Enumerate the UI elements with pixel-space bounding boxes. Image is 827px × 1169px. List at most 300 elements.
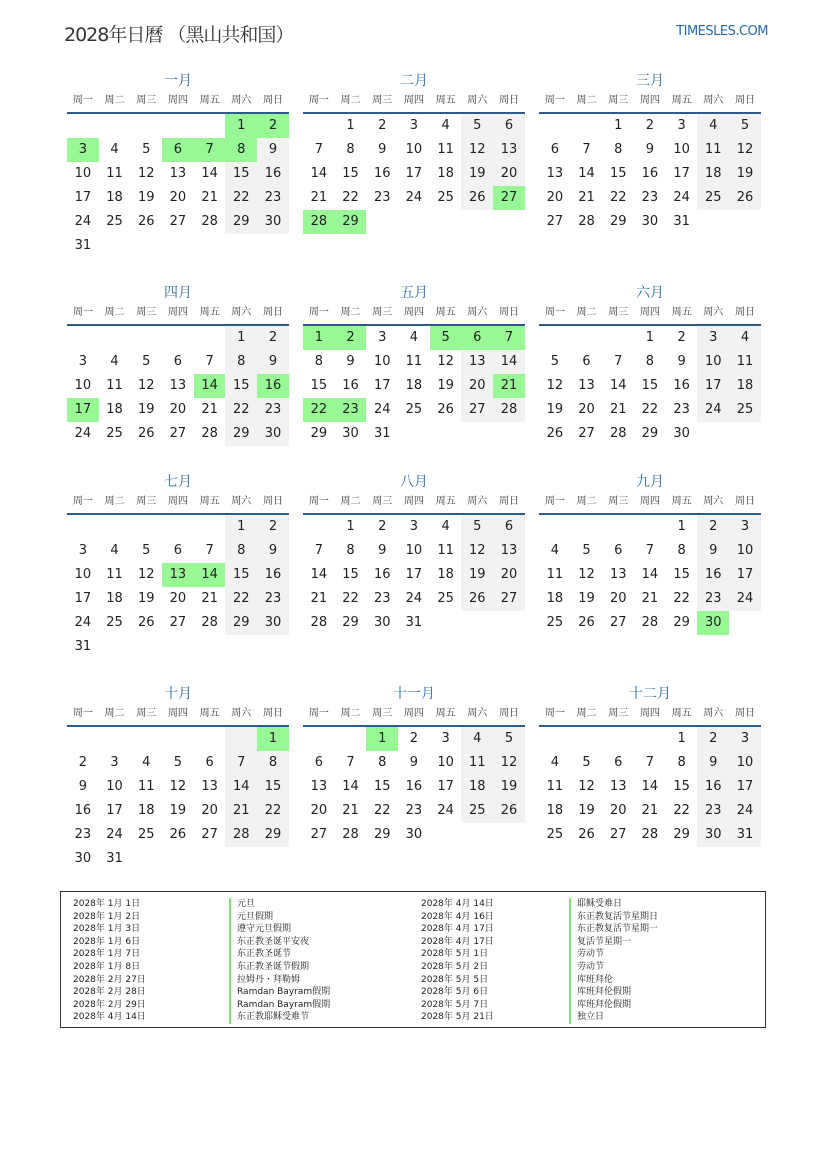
day-cell: 11 [546,567,564,582]
day-cell: 24 [729,587,761,611]
holiday-name: 独立日 [569,1011,658,1024]
day-cell: 30 [697,823,729,847]
day-cell: 11 [106,567,123,582]
day-cell: 31 [74,639,92,654]
day-cell: 18 [729,374,761,398]
day-cell: 5 [461,114,493,138]
weekday-header [67,705,289,727]
day-cell: 17 [74,591,92,606]
weekday-label: 周三 [372,307,393,318]
day-cell: 20 [169,190,187,205]
empty-day-cell [729,422,761,446]
day-cell: 7 [614,354,623,369]
day-cell: 14 [342,779,359,794]
empty-day-cell [430,210,462,234]
day-cell: 23 [257,186,289,210]
month-title: 四月 [164,285,192,301]
weekday-label: 周五 [671,708,692,719]
day-cell: 11 [697,138,729,162]
month-title: 八月 [400,474,428,490]
empty-day-cell [493,422,525,446]
day-cell: 28 [303,210,335,234]
weekday-label: 周日 [262,95,283,106]
weekday-header [303,304,525,326]
month-title: 十二月 [629,686,671,702]
empty-day-cell [194,635,226,659]
holiday-names-col-1 [229,898,330,1024]
day-cell: 3 [110,755,119,770]
day-cell: 9 [645,142,655,157]
day-cell: 7 [645,755,655,770]
day-cell: 26 [493,799,525,823]
day-cell: 8 [225,350,257,374]
weekday-header [539,92,761,114]
day-cell: 4 [461,727,493,751]
weekday-label: 周六 [467,307,488,318]
day-cell: 18 [106,402,123,417]
day-cell: 10 [405,142,423,157]
empty-day-cell [398,210,430,234]
day-cell: 9 [257,138,289,162]
weekday-label: 周四 [639,307,660,318]
day-cell: 6 [550,142,559,157]
weekday-label: 周五 [435,307,456,318]
day-cell: 2 [257,114,289,138]
day-cell: 10 [373,354,391,369]
day-grid [539,114,761,234]
day-cell: 26 [546,426,564,441]
day-cell: 2 [645,118,655,133]
day-cell: 13 [169,166,187,181]
day-cell: 29 [673,827,690,842]
weekday-label: 周二 [576,708,597,719]
day-cell: 21 [493,374,525,398]
day-cell: 18 [546,591,564,606]
day-cell: 12 [461,138,493,162]
empty-day-cell [257,234,289,258]
holiday-date: 2028年 5月 6日 [421,987,489,998]
day-cell: 17 [729,563,761,587]
weekday-label: 周三 [136,496,157,507]
empty-day-cell [225,727,257,751]
holiday-dates-col-1 [73,898,146,1024]
weekday-header [303,705,525,727]
day-cell: 23 [697,587,729,611]
empty-day-cell [162,234,194,258]
empty-day-cell [602,515,634,539]
day-cell: 18 [697,162,729,186]
weekday-label: 周六 [467,95,488,106]
day-cell: 20 [546,190,564,205]
day-cell: 28 [641,827,659,842]
day-cell: 4 [441,118,450,133]
holiday-date: 2028年 4月 17日 [421,936,494,947]
day-cell: 15 [342,166,359,181]
weekday-label: 周六 [703,307,724,318]
weekday-label: 周四 [167,708,188,719]
day-cell: 1 [225,114,257,138]
holiday-date: 2028年 4月 16日 [421,911,494,922]
holiday-date: 2028年 4月 17日 [421,924,494,935]
day-cell: 28 [578,214,595,229]
month-5 [303,282,525,446]
weekday-label: 周四 [403,307,424,318]
weekday-label: 周二 [104,708,125,719]
day-cell: 29 [310,426,328,441]
month-7 [67,471,289,659]
day-cell: 17 [405,166,423,181]
day-cell: 22 [673,591,690,606]
day-cell: 28 [493,398,525,422]
day-cell: 8 [378,755,387,770]
day-cell: 28 [342,827,359,842]
day-cell: 23 [74,827,92,842]
day-cell: 16 [257,374,289,398]
day-cell: 10 [74,567,92,582]
empty-day-cell [493,611,525,635]
empty-day-cell [99,515,131,539]
day-cell: 9 [677,354,686,369]
day-cell: 25 [729,398,761,422]
day-cell: 12 [578,779,595,794]
empty-day-cell [225,234,257,258]
day-cell: 9 [257,539,289,563]
holiday-name: 元旦 [229,898,330,911]
day-cell: 9 [78,779,87,794]
day-cell: 13 [493,138,525,162]
empty-day-cell [461,422,493,446]
holiday-name: 东正教复活节星期日 [569,911,658,924]
empty-day-cell [162,635,194,659]
empty-day-cell [162,114,194,138]
weekday-label: 周六 [231,496,252,507]
day-cell: 3 [677,118,686,133]
empty-day-cell [461,611,493,635]
holiday-date: 2028年 1月 2日 [73,911,141,922]
weekday-label: 周三 [608,708,629,719]
day-cell: 31 [673,214,690,229]
day-cell: 11 [106,166,123,181]
day-cell: 27 [169,615,187,630]
weekday-label: 周一 [308,95,329,106]
holiday-name: Ramdan Bayram假期 [229,986,330,999]
day-cell: 12 [493,751,525,775]
holiday-date: 2028年 2月 28日 [73,987,146,998]
day-cell: 11 [546,779,564,794]
day-cell: 15 [673,779,690,794]
weekday-label: 周三 [608,95,629,106]
day-cell: 9 [409,755,419,770]
day-cell: 13 [578,378,595,393]
day-cell: 16 [257,162,289,186]
month-title: 五月 [400,285,428,301]
day-cell: 8 [314,354,323,369]
holiday-name: 东正教耶稣受难节 [229,1011,330,1024]
day-cell: 17 [373,378,391,393]
weekday-label: 周二 [340,496,361,507]
weekday-label: 周五 [435,496,456,507]
day-cell: 25 [106,615,123,630]
day-cell: 14 [578,166,595,181]
month-11 [303,683,525,847]
day-cell: 6 [614,755,623,770]
day-cell: 15 [225,374,257,398]
day-cell: 9 [257,350,289,374]
empty-day-cell [571,114,603,138]
empty-day-cell [430,422,462,446]
day-cell: 7 [225,751,257,775]
day-cell: 1 [677,519,686,534]
day-cell: 25 [437,190,454,205]
day-cell: 26 [169,827,187,842]
weekday-label: 周一 [308,307,329,318]
weekday-label: 周五 [671,307,692,318]
day-cell: 14 [641,779,659,794]
weekday-label: 周二 [340,95,361,106]
empty-day-cell [130,234,162,258]
weekday-label: 周一 [72,307,93,318]
day-cell: 14 [194,374,226,398]
day-cell: 23 [257,398,289,422]
day-cell: 8 [346,142,355,157]
day-cell: 23 [373,190,391,205]
holiday-dates-col-2 [421,898,494,1024]
site-brand[interactable]: TIMESLES.COM [676,24,768,39]
day-cell: 29 [225,611,257,635]
empty-day-cell [130,326,162,350]
month-4 [67,282,289,446]
day-cell: 4 [409,330,419,345]
day-grid [539,326,761,446]
day-cell: 3 [729,727,761,751]
day-cell: 2 [257,515,289,539]
day-cell: 11 [437,142,454,157]
day-cell: 20 [201,803,218,818]
day-cell: 2 [335,326,367,350]
day-cell: 11 [137,779,155,794]
day-cell: 4 [550,755,559,770]
holiday-list [60,891,766,1028]
day-cell: 24 [405,190,423,205]
day-cell: 2 [677,330,686,345]
day-cell: 17 [106,803,123,818]
empty-day-cell [366,210,398,234]
weekday-label: 周日 [734,496,755,507]
day-cell: 16 [697,775,729,799]
empty-day-cell [602,727,634,751]
empty-day-cell [697,422,729,446]
weekday-label: 周四 [167,496,188,507]
day-cell: 7 [205,354,214,369]
day-cell: 10 [697,350,729,374]
empty-day-cell [130,635,162,659]
day-cell: 24 [74,615,92,630]
weekday-label: 周四 [167,307,188,318]
day-cell: 16 [342,378,359,393]
day-cell: 20 [578,402,595,417]
day-cell: 2 [257,326,289,350]
day-cell: 13 [201,779,218,794]
empty-day-cell [729,210,761,234]
day-cell: 25 [137,827,155,842]
holiday-date: 2028年 2月 29日 [73,999,146,1010]
weekday-header [67,493,289,515]
holiday-name: 耶稣受难日 [569,898,658,911]
day-cell: 5 [582,755,591,770]
day-cell: 26 [461,186,493,210]
day-cell: 27 [169,426,187,441]
empty-day-cell [539,515,571,539]
day-cell: 12 [546,378,564,393]
day-grid [303,114,525,234]
day-cell: 5 [461,515,493,539]
day-cell: 21 [342,803,359,818]
day-cell: 30 [257,611,289,635]
day-cell: 26 [578,615,595,630]
day-cell: 24 [437,803,454,818]
weekday-label: 周二 [576,95,597,106]
day-cell: 17 [673,166,690,181]
day-cell: 13 [609,567,627,582]
holiday-name: Ramdan Bayram假期 [229,999,330,1012]
day-cell: 5 [430,326,462,350]
weekday-label: 周五 [199,307,220,318]
weekday-label: 周日 [734,708,755,719]
day-cell: 24 [373,402,391,417]
day-cell: 17 [697,374,729,398]
day-cell: 19 [137,402,155,417]
weekday-label: 周三 [136,307,157,318]
day-cell: 19 [137,591,155,606]
holiday-date: 2028年 5月 7日 [421,999,489,1010]
weekday-label: 周五 [435,95,456,106]
empty-day-cell [99,326,131,350]
weekday-label: 周一 [308,496,329,507]
day-cell: 26 [461,587,493,611]
day-cell: 20 [609,591,627,606]
day-cell: 18 [106,591,123,606]
day-cell: 27 [609,615,627,630]
day-cell: 1 [677,731,686,746]
month-title: 一月 [164,73,192,89]
day-cell: 3 [409,118,419,133]
holiday-date: 2028年 1月 7日 [73,949,141,960]
day-cell: 21 [641,803,659,818]
weekday-label: 周二 [576,496,597,507]
day-cell: 27 [169,214,187,229]
day-cell: 8 [614,142,623,157]
holiday-names-col-2 [569,898,658,1024]
holiday-date: 2028年 1月 8日 [73,961,141,972]
empty-day-cell [225,847,257,871]
day-cell: 8 [677,543,686,558]
day-cell: 3 [441,731,450,746]
empty-day-cell [461,210,493,234]
day-cell: 9 [697,751,729,775]
month-title: 二月 [400,73,428,89]
day-cell: 8 [225,138,257,162]
day-cell: 1 [303,326,335,350]
day-cell: 13 [169,378,187,393]
day-cell: 2 [697,727,729,751]
weekday-label: 周六 [231,708,252,719]
weekday-label: 周二 [104,95,125,106]
day-cell: 3 [67,138,99,162]
day-cell: 6 [614,543,623,558]
weekday-label: 周一 [72,95,93,106]
day-cell: 19 [493,775,525,799]
day-cell: 10 [673,142,690,157]
day-cell: 4 [441,519,450,534]
day-cell: 12 [169,779,187,794]
day-cell: 30 [697,611,729,635]
month-title: 六月 [636,285,664,301]
day-cell: 30 [342,426,359,441]
weekday-label: 周一 [544,708,565,719]
weekday-label: 周日 [262,708,283,719]
day-cell: 1 [225,326,257,350]
day-cell: 16 [373,567,391,582]
weekday-label: 周六 [467,708,488,719]
day-cell: 1 [645,330,655,345]
day-cell: 22 [641,402,659,417]
day-cell: 26 [729,186,761,210]
day-cell: 12 [729,138,761,162]
day-grid [67,515,289,659]
weekday-label: 周五 [199,496,220,507]
day-cell: 22 [225,186,257,210]
day-cell: 27 [493,587,525,611]
weekday-label: 周日 [498,708,519,719]
day-cell: 28 [609,426,627,441]
empty-day-cell [67,727,99,751]
day-cell: 15 [225,563,257,587]
day-cell: 21 [578,190,595,205]
day-cell: 25 [461,799,493,823]
empty-day-cell [99,114,131,138]
day-cell: 26 [137,214,155,229]
day-cell: 6 [173,543,183,558]
day-cell: 13 [310,779,328,794]
weekday-label: 周一 [72,708,93,719]
day-cell: 29 [225,422,257,446]
day-cell: 24 [729,799,761,823]
month-title: 十一月 [393,686,435,702]
empty-day-cell [398,422,430,446]
month-10 [67,683,289,871]
weekday-label: 周二 [340,708,361,719]
empty-day-cell [539,727,571,751]
day-cell: 31 [373,426,391,441]
day-cell: 5 [142,142,151,157]
empty-day-cell [303,515,335,539]
holiday-date: 2028年 1月 3日 [73,924,141,935]
day-cell: 19 [578,803,595,818]
day-cell: 22 [225,587,257,611]
day-cell: 21 [201,591,218,606]
day-cell: 23 [673,402,690,417]
day-cell: 31 [729,823,761,847]
day-cell: 4 [110,354,119,369]
holiday-name: 东正教圣诞节 [229,948,330,961]
day-cell: 23 [335,398,367,422]
day-cell: 2 [697,515,729,539]
day-cell: 20 [461,374,493,398]
empty-day-cell [130,515,162,539]
day-cell: 21 [201,190,218,205]
day-cell: 7 [314,142,323,157]
holiday-name: 东正教复活节星期一 [569,923,658,936]
